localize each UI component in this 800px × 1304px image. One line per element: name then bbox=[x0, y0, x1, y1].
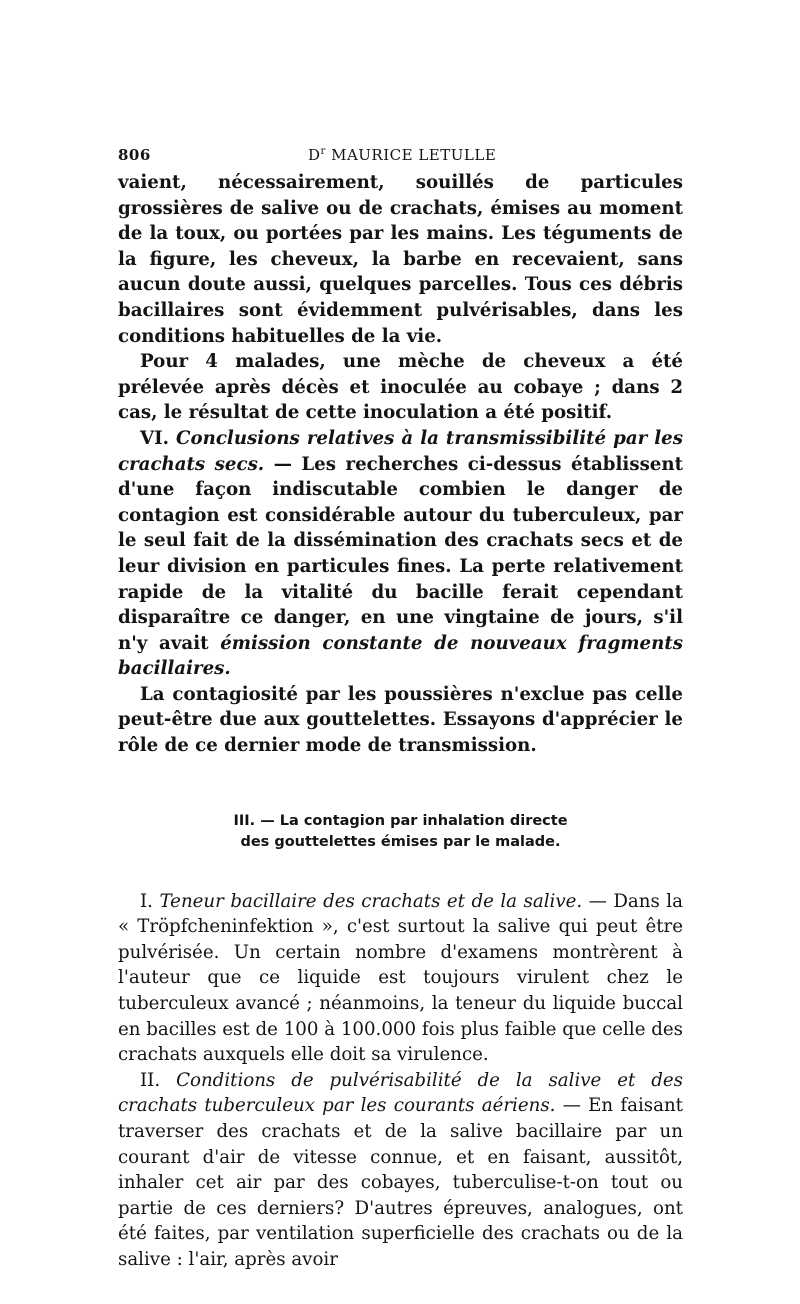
section-1-text bbox=[118, 170, 683, 759]
paragraph-hair-inoculation: Pour 4 malades, une mèche de cheveux a été prélevée après décès et inoculée au cobaye ; dans 2 cas, le résultat de cette inoculation a été positif. bbox=[118, 351, 683, 424]
page-number: 806 bbox=[118, 146, 151, 164]
book-page bbox=[118, 140, 683, 1273]
paragraph-continuation: vaient, nécessairement, souillés de particules grossières de salive ou de crachats, émises au moment de la toux, ou portées par les mains. Les téguments de la figure, les cheveux, la barbe en recevaient, sans aucun doute aussi, quelques parcelles. Tous ces débris bacillaires sont évidemment pulvérisables, dans les conditions habituelles de la vie. bbox=[118, 172, 683, 347]
conclusions-text: — Les recherches ci-dessus établissent d'une façon indiscutable combien le danger de contagion est considérable autour du tuberculeux, par le seul fait de la dissémination des crachats secs et de leur division en particules fines. La perte relativement rapide de la vitalité du bacille ferait cependant disparaître ce danger, en une vingtaine de jours, s'il n'y avait bbox=[118, 453, 684, 654]
paragraph-contagiosity: La contagiosité par les poussières n'exclue pas celle peut-être due aux gouttelettes. Essayons d'apprécier le rôle de ce dernier mode de transmission. bbox=[118, 683, 683, 757]
paragraph-bacillary-content bbox=[118, 889, 683, 1068]
paragraph-conclusions bbox=[118, 426, 683, 682]
author-name: MAURICE LETULLE bbox=[331, 146, 497, 164]
bacillary-title: Teneur bacillaire des crachats et de la salive. bbox=[159, 890, 583, 912]
section-heading-line-1: III. — La contagion par inhalation directe bbox=[233, 812, 568, 829]
bacillary-number: I. bbox=[140, 890, 153, 912]
conclusions-italic-end: émission constante de nouveaux fragments bacillaires. bbox=[118, 632, 683, 680]
section-heading-line-2: des gouttelettes émises par le malade. bbox=[240, 833, 561, 850]
conclusions-title: Conclusions relatives à la transmissibilité par les crachats secs. bbox=[118, 427, 683, 475]
bacillary-text: — Dans la « Tröpfcheninfektion », c'est surtout la salive qui peut être pulvérisée. Un certain nombre d'examens montrèrent à l'auteur que ce liquide est toujours virulent chez le tuberculeux avancé ; néanmoins, la teneur du liquide buccal en bacilles est de 100 à 100.000 fois plus faible que celle des crachats auxquels elle doit sa virulence. bbox=[118, 890, 683, 1066]
running-head bbox=[118, 140, 683, 170]
pulverisability-text: — En faisant traverser des crachats et de la salive bacillaire par un courant d'air de vitesse connue, et en faisant, aussitôt, inhaler cet air par des cobayes, tuberculise-t-on tout ou partie de ces derniers? D'autres épreuves, analogues, ont été faites, par ventilation superficielle des crachats ou de la salive : l'air, après avoir bbox=[118, 1095, 683, 1270]
section-heading bbox=[118, 811, 683, 853]
paragraph-pulverisability bbox=[118, 1068, 683, 1273]
author-prefix-sup: r bbox=[320, 146, 326, 157]
running-title bbox=[308, 146, 496, 164]
pulverisability-number: II. bbox=[140, 1069, 161, 1091]
pulverisability-title: Conditions de pulvérisabilité de la salive et des crachats tuberculeux par les courants aériens. bbox=[118, 1069, 683, 1117]
section-2-text bbox=[118, 889, 683, 1273]
author-prefix: D bbox=[308, 146, 321, 164]
conclusions-number: VI. bbox=[140, 427, 169, 449]
